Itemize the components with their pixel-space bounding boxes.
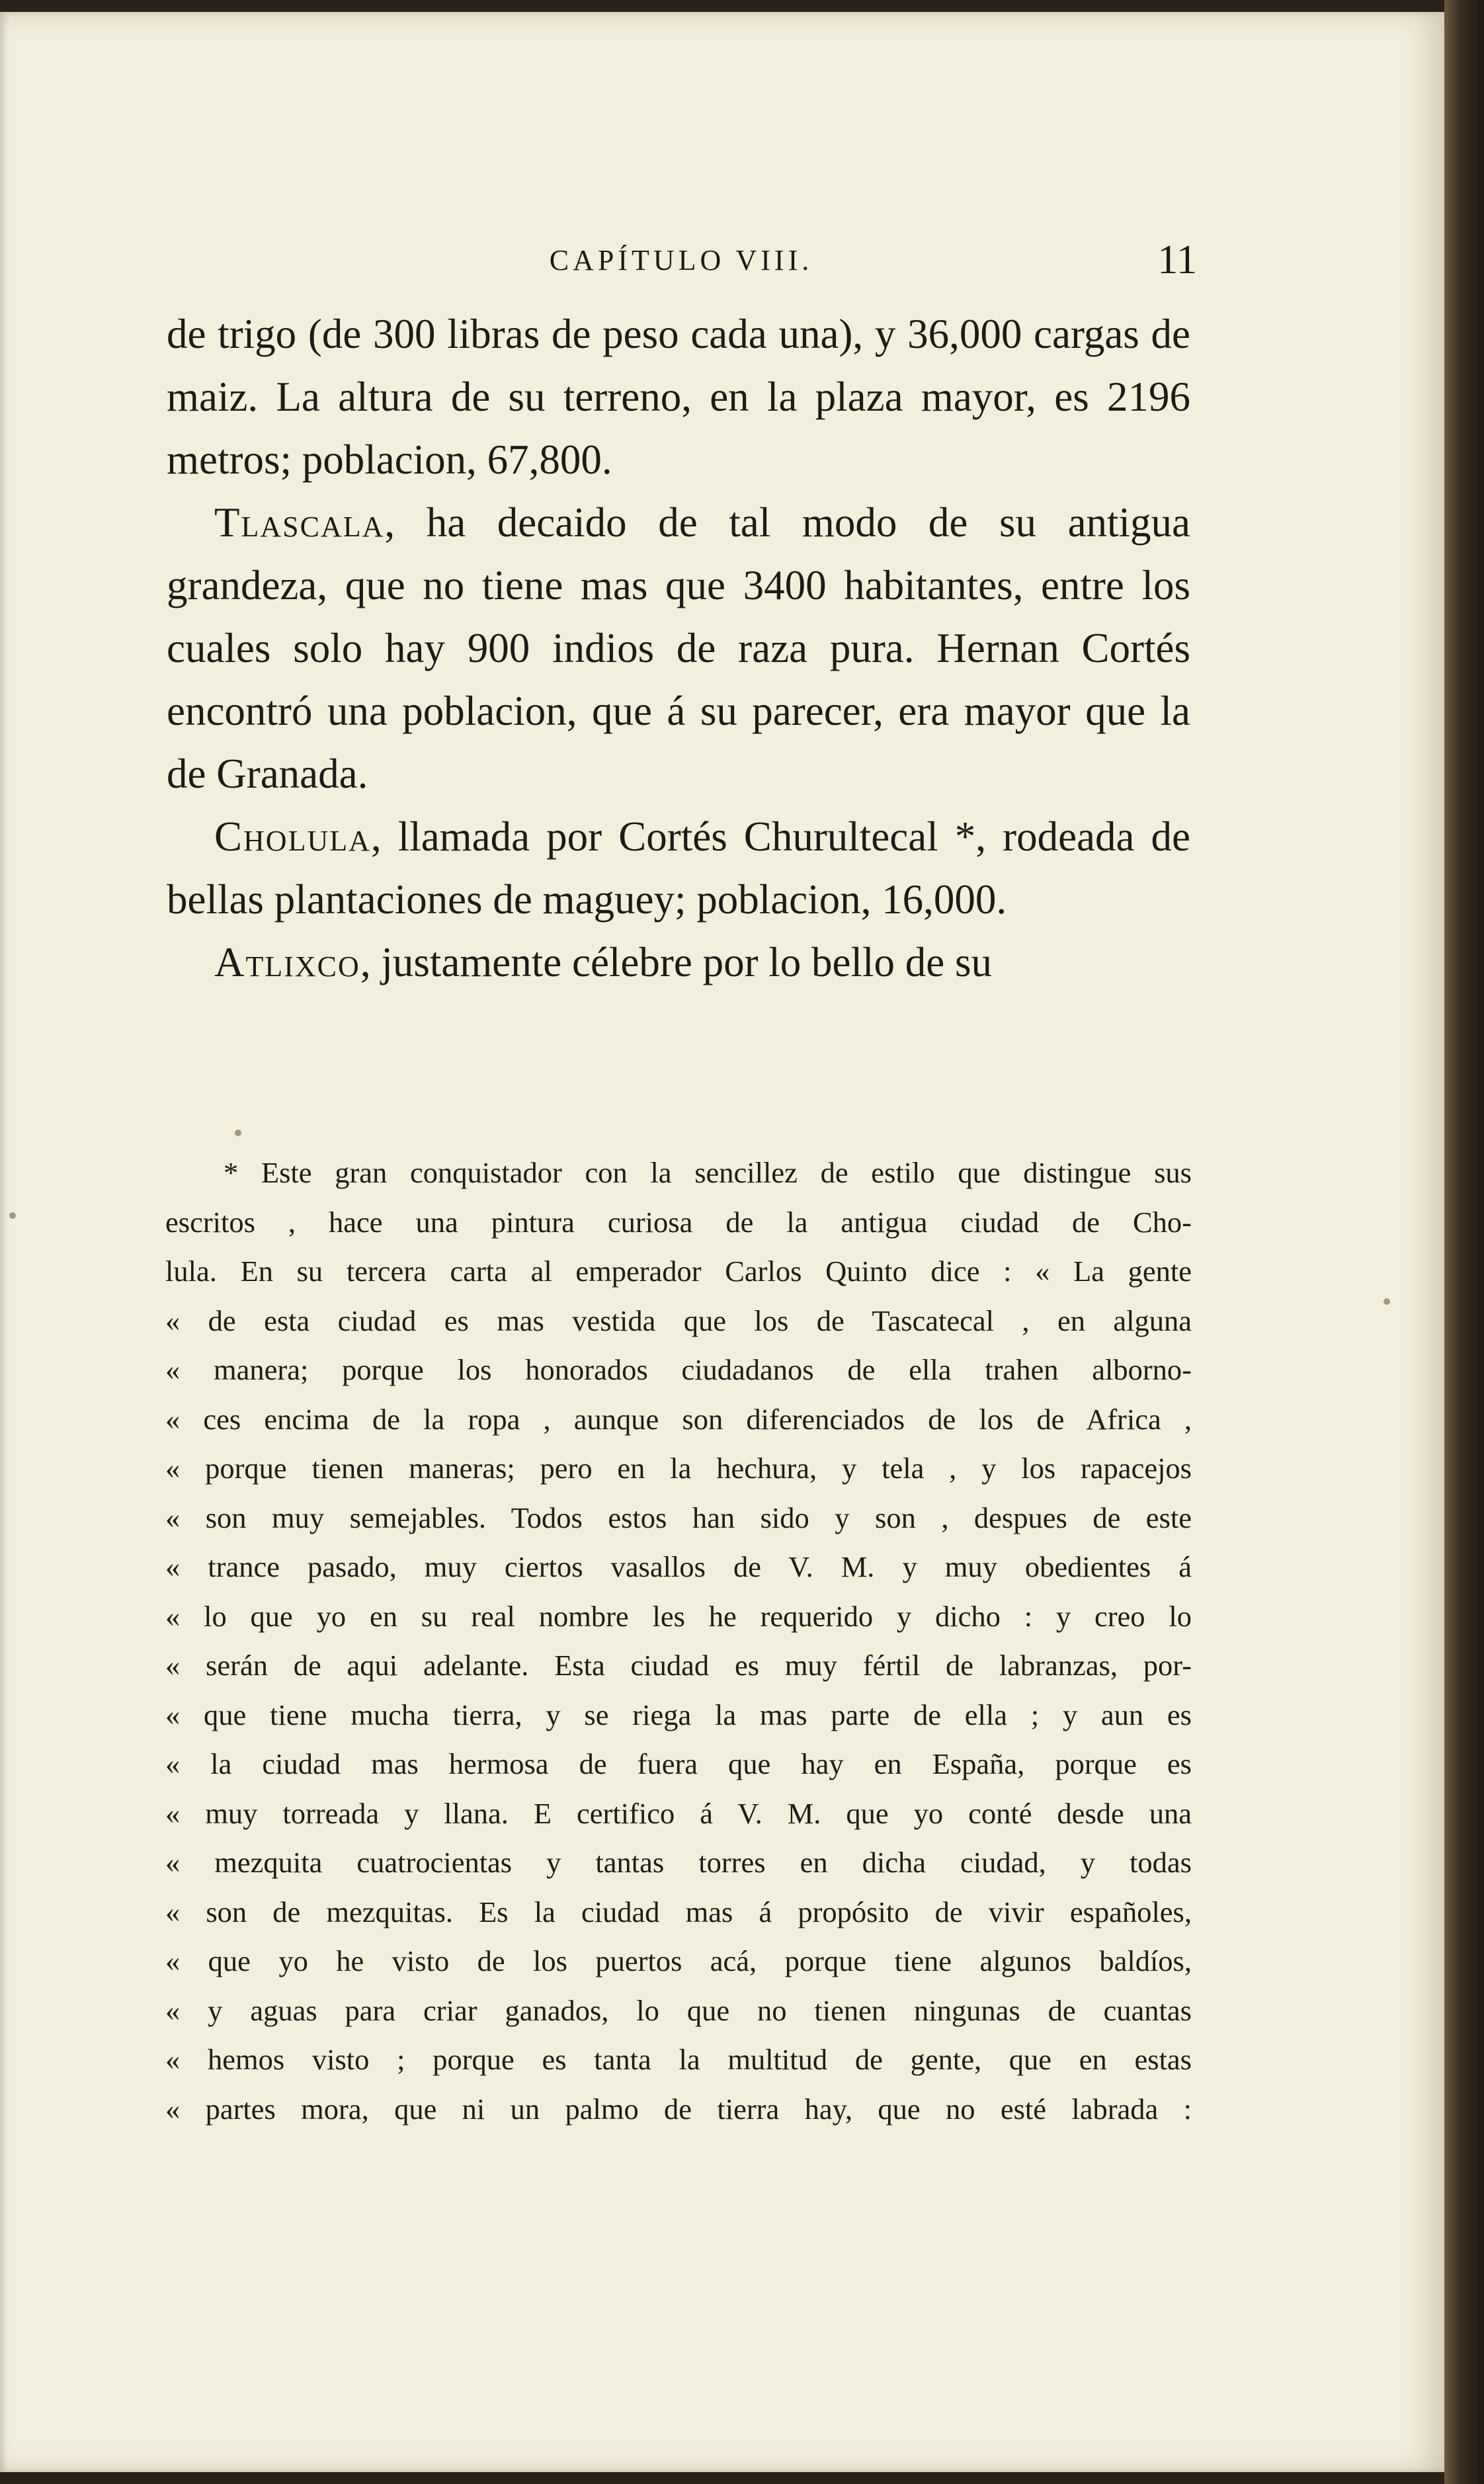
paragraph-text: de trigo (de 300 libras de peso cada una), y 36,000 cargas de maiz. La altura de su terreno, en la plaza mayor, es 2196 metros; poblacion, 67,800. (167, 311, 1190, 483)
footnote-line: « que tiene mucha tierra, y se riega la mas parte de ella ; y aun es (165, 1698, 1192, 1731)
footnote-line: « son muy semejables. Todos estos han sido y son , despues de este (165, 1501, 1192, 1534)
footnote-line: « ces encima de la ropa , aunque son diferenciados de los de Africa , (165, 1402, 1192, 1436)
footnote-line: « hemos visto ; porque es tanta la multitud de gente, que en estas (165, 2043, 1192, 2076)
body-text (167, 303, 1190, 994)
footnote-line: « trance pasado, muy ciertos vasallos de V. M. y muy obedientes á (165, 1550, 1192, 1583)
paper-speck (235, 1130, 241, 1136)
footnote-line: « la ciudad mas hermosa de fuera que hay en España, porque es (165, 1747, 1192, 1780)
footnote-line: « partes mora, que ni un palmo de tierra hay, que no esté labrada : (165, 2092, 1192, 2126)
footnote (165, 1148, 1192, 2133)
footnote-line: « y aguas para criar ganados, lo que no tienen ningunas de cuantas (165, 1993, 1192, 2027)
footnote-line: « muy torreada y llana. E certifico á V. M. que yo conté desde una (165, 1796, 1192, 1830)
place-name: Tlascala (214, 499, 385, 546)
paragraph-text: , llamada por Cortés Churultecal *, rodeada de bellas plantaciones de maguey; poblacion, 16,000. (167, 813, 1190, 923)
footnote-line: « porque tienen maneras; pero en la hechura, y tela , y los rapacejos (165, 1452, 1192, 1485)
footnote-line: « son de mezquitas. Es la ciudad mas á propósito de vivir españoles, (165, 1895, 1192, 1928)
footnote-line: « manera; porque los honorados ciudadanos de ella trahen alborno- (165, 1353, 1192, 1386)
footnote-line: « de esta ciudad es mas vestida que los de Tascatecal , en alguna (165, 1304, 1192, 1337)
footnote-line: « mezquita cuatrocientas y tantas torres en dicha ciudad, y todas (165, 1846, 1192, 1879)
paper-speck (9, 1212, 16, 1219)
paragraph (167, 303, 1190, 491)
footnote-line: * Este gran conquistador con la sencillez de estilo que distingue sus (224, 1156, 1192, 1189)
paragraph (167, 931, 1190, 994)
footnote-line: « serán de aqui adelante. Esta ciudad es muy fértil de labranzas, por- (165, 1649, 1192, 1682)
paragraph-text: , ha decaido de tal modo de su antigua grandeza, que no tiene mas que 3400 habitantes, entre los cuales solo hay 900 indios de raza pura. Hernan Cortés encontró una poblacion, que á su parecer, era mayor que la de Granada. (167, 499, 1190, 797)
paragraph (167, 491, 1190, 806)
page-number: 11 (1157, 237, 1197, 282)
paragraph-text: , justamente célebre por lo bello de su (360, 939, 992, 985)
book-page (0, 12, 1448, 2472)
paragraph (167, 806, 1190, 931)
footnote-line: escritos , hace una pintura curiosa de la antigua ciudad de Cho- (165, 1205, 1192, 1239)
book-spine (1444, 0, 1484, 2484)
running-title: CAPÍTULO VIII. (549, 244, 813, 276)
footnote-line: « que yo he visto de los puertos acá, porque tiene algunos baldíos, (165, 1944, 1192, 1977)
footnote-line: « lo que yo en su real nombre les he requerido y dicho : y creo lo (165, 1599, 1192, 1633)
page-header (165, 237, 1197, 296)
place-name: Cholula (214, 813, 371, 860)
place-name: Atlixco (214, 939, 360, 985)
footnote-line: lula. En su tercera carta al emperador Carlos Quinto dice : « La gente (165, 1255, 1192, 1288)
paper-speck (1383, 1298, 1390, 1305)
